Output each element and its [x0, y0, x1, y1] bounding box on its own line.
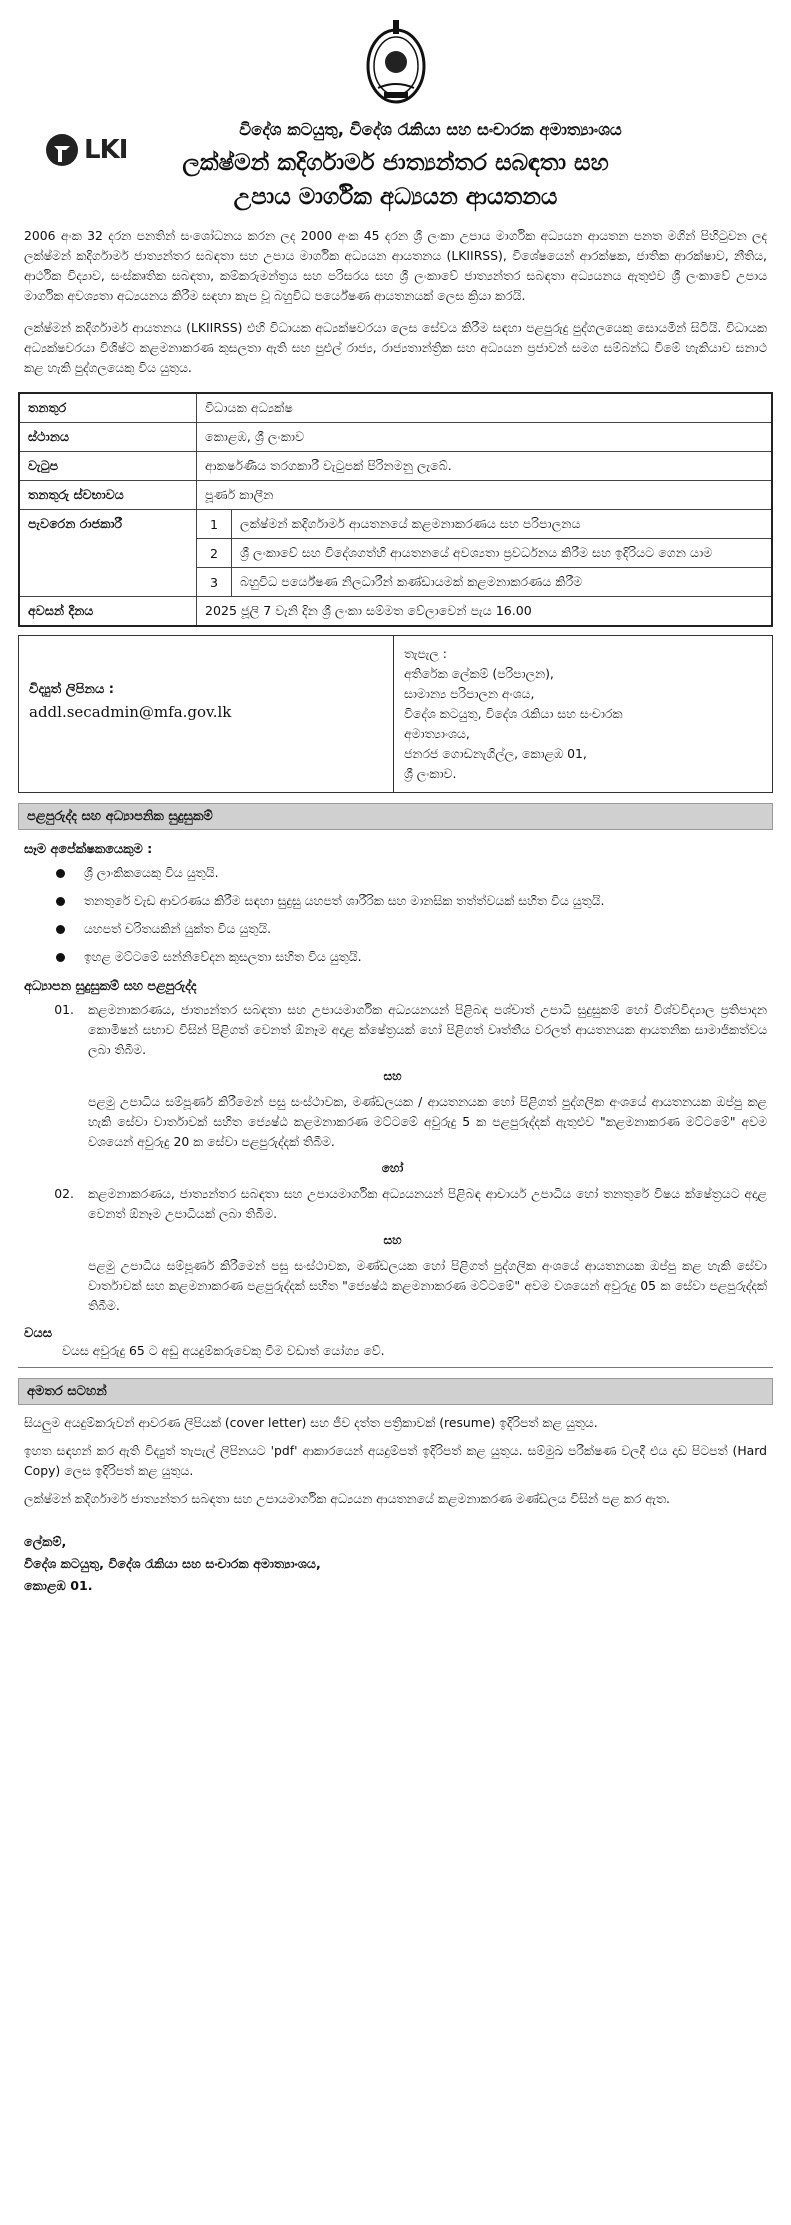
address-line: විදේශ කටයුතු, විදේශ රැකියා සහ සංචාරක: [404, 706, 623, 721]
address-line: අමාත්‍යාංශය,: [404, 726, 470, 741]
address-line: ජනරජ ගොඩනැගිල්ල, කොළඹ 01,: [404, 746, 587, 761]
option-2-experience: පළමු උපාධිය සම්පූර්ණ කිරීමෙන් පසු සංස්ථාවක, මණ්ඩලයක හෝ පිළිගත් පුද්ගලික අංශයේ ආයතනයක ඔප්පු කළ හැකි සේවා වාර්තාවක් සහ කළමනාකරණ පළපුරුද්දක් සහිත "ජ්‍යෙෂ්ඨ කළමනාකරණ මට්ටමේ" අවම වශයෙන් අවුරුදු 05 ක සේවා පළපුරුද්දක් තිබීම.: [88, 1258, 767, 1313]
option-2: [18, 1184, 767, 1224]
table-row: [19, 597, 772, 627]
address-line: ශ්‍රී ලංකාව.: [404, 766, 457, 781]
advertisement-page: [18, 0, 773, 1597]
postal-address: [394, 636, 772, 792]
location-value: කොළඹ, ශ්‍රී ලංකාව: [197, 423, 773, 452]
nature-value: පූර්ණ කාලීන: [197, 481, 773, 510]
duty-text: ලක්ෂ්මන් කදිර්ගාමර් ආයතනයේ කළමනාකරණය සහ පරිපාලනය: [232, 510, 773, 539]
job-info-table: [18, 392, 773, 627]
age-text: වයස අවුරුදු 65 ට අඩු අයදුම්කරුවෙකු වීම වඩාත් යෝග්‍ය වේ.: [62, 1343, 385, 1358]
note-paragraph: සියලුම අයදුම්කරුවන් ආවරණ ලිපියක් (cover letter) සහ ජීව දත්ත පත්‍රිකාවක් (resume) ඉදිරිපත් කළ යුතුය.: [24, 1415, 598, 1430]
list-item-text: තනතුරේ වැඩ ආවරණය කිරීම සඳහා සුදුසු යහපත් ශාරීරික සහ මානසික තත්ත්වයක් සහිත විය යුතුයි.: [84, 893, 605, 908]
signature-line: විදේශ කටයුතු, විදේශ රැකියා සහ සංචාරක අමාත්‍යාංශය,: [24, 1556, 321, 1571]
duty-text: ශ්‍රී ලංකාවේ සහ විදේශගත්හි ආයතනයේ අවශ්‍යතා ප්‍රවර්ධනය කිරීම සහ ඉදිරියට ගෙන යාම: [232, 539, 773, 568]
bullet-icon: [56, 953, 65, 962]
and-word: සහ: [383, 1069, 402, 1083]
signature-line: කොළඹ 01.: [24, 1578, 93, 1593]
duty-number: 1: [197, 510, 232, 539]
or-word: හෝ: [381, 1161, 404, 1175]
list-item: [56, 891, 773, 911]
address-line: සාමාන්‍ය පරිපාලන අංශය,: [404, 686, 535, 701]
email-section: [19, 636, 394, 792]
duty-number: 2: [197, 539, 232, 568]
general-requirements-list: [18, 863, 773, 967]
bullet-icon: [56, 897, 65, 906]
header: [18, 120, 773, 214]
bullet-icon: [56, 869, 65, 878]
table-row: [19, 452, 772, 481]
list-item: [56, 919, 773, 939]
and-word: සහ: [383, 1233, 402, 1247]
option-1-experience: පළමු උපාධිය සම්පූර්ණ කිරීමෙන් පසු සංස්ථාවක, මණ්ඩලයක / ආයතනයක හෝ පිළිගත් පුද්ගලික අංශයේ ආයතනයක ඔප්පු කළ හැකි සේවා වාර්තාවක් සහිත ජ්‍යෙෂ්ඨ කළමනාකරණ මට්ටමේ අවුරුදු 5 ක පළපුරුද්දක් ඇතුළුව "කළමනාකරණ මට්ටමේ" අවම වශයෙන් අවුරුදු 20 ක සේවා පළපුරුද්දක් තිබීම.: [88, 1094, 767, 1149]
qualifications: [18, 1000, 767, 1316]
sri-lanka-emblem-icon: [364, 18, 428, 110]
table-row: [19, 423, 772, 452]
deadline-label: අවසන් දිනය: [19, 597, 197, 627]
post-label: තනතුර: [19, 393, 197, 423]
table-row: [19, 481, 772, 510]
institute-title-line1: ලක්ෂ්මන් කදිර්ගාමර් ජාත්‍යන්තර සබඳතා සහ: [182, 150, 609, 176]
option-number: 02.: [54, 1186, 74, 1201]
note-paragraph: ඉහත සඳහන් කර ඇති විද්‍යුත් තැපැල් ලිපිනයට 'pdf' ආකාරයෙන් අයදුම්පත් ඉදිරිපත් කළ යුතුය. සම්මුඛ පරීක්ෂණ වලදී එය දෘඩ පිටපත් (Hard Copy) ලෙස ඉදිරිපත් කළ යුතුය.: [24, 1443, 767, 1478]
duty-number: 3: [197, 568, 232, 597]
salary-value: ආකර්ෂණීය තරගකාරී වැටුපක් පිරිනමනු ලැබේ.: [197, 452, 773, 481]
email-label: විද්‍යුත් ලිපිනය :: [29, 682, 115, 697]
table-row: [19, 393, 772, 423]
divider: [18, 1367, 773, 1368]
location-label: ස්ථානය: [19, 423, 197, 452]
list-item: [56, 863, 773, 883]
intro-paragraph-1: 2006 අංක 32 දරන පනතින් සංශෝධනය කරන ලද 2000 අංක 45 දරන ශ්‍රී ලංකා උපාය මාර්ගික අධ්‍යයන ආයතන පනත මගින් පිහිටුවන ලද ලක්ෂ්මන් කදිර්ගාමර් ජාත්‍යන්තර සබඳතා සහ උපාය මාර්ගික අධ්‍යයන ආයතනය (LKIIRSS), විශේෂයෙන් ආරක්ෂක, ජාතික ආරක්ෂාව, නීතිය, ආර්ථික විද්‍යාව, සංස්කෘතික සබඳතා, කම්කරුමන්ත්‍රය සහ පරිසරය සහ ශ්‍රී ලංකාවේ ජාත්‍යන්තර සබඳතා අධ්‍යයනය ඇතුළුව ශ්‍රී ලංකාවේ උපාය මාර්ගික අවශ්‍යතා අධ්‍යයනය කිරීම සඳහා කැප වූ බහුවිධ පර්යේෂණ ආයතනයක් ලෙස ක්‍රියා කරයි.: [24, 228, 767, 303]
notes: [18, 1413, 773, 1509]
duty-text: බහුවිධ පර්යේෂණ නිලධාරීන් කණ්ඩායමක් කළමනාකරණය කිරීම: [232, 568, 773, 597]
option-1: [18, 1000, 767, 1060]
list-item: [56, 947, 773, 967]
education-title: අධ්‍යාපන සුදුසුකම් සහ පළපුරුද්ද: [24, 979, 197, 994]
post-value: විධායක අධ්‍යක්ෂ: [197, 393, 773, 423]
option-text: කළමනාකරණය, ජාත්‍යන්තර සබඳතා සහ උපායමාර්ගික අධ්‍යයනයන් පිළිබඳ පශ්චාත් උපාධි සුදුසුකම් හෝ විශ්වවිද්‍යාල ප්‍රතිපාදන කොමිෂන් සභාව විසින් පිළිගත් වෙනත් ඕනෑම අදාළ ක්ෂේත්‍රයක් හෝ පිළිගත් වෘත්තීය වරලත් ආයතනයක ආයතනික සාමාජිකත්වය ලබා තිබීම.: [88, 1002, 767, 1057]
signature-block: [24, 1531, 773, 1597]
notes-section-title: අමතර සටහන්: [18, 1378, 773, 1405]
option-number: 01.: [54, 1002, 74, 1017]
signature-line: ලේකම්,: [24, 1534, 67, 1549]
logo-text: LKI: [84, 135, 128, 165]
lki-logo-icon: [44, 132, 80, 168]
list-item-text: යහපත් චරිතයකින් යුක්ත විය යුතුයි.: [84, 921, 272, 936]
institute-title-line2: උපාය මාර්ගික අධ්‍යයන ආයතනය: [233, 184, 558, 210]
requirements-section-title: පළපුරුද්ද සහ අධ්‍යාපනික සුදුසුකම්: [18, 803, 773, 830]
list-item-text: ශ්‍රී ලාංකිකයෙකු විය යුතුයි.: [84, 865, 219, 880]
option-text: කළමනාකරණය, ජාත්‍යන්තර සබඳතා සහ උපායමාර්ගික අධ්‍යයනයන් පිළිබඳ ආචාර්ය උපාධිය හෝ තනතුරේ විෂය ක්ෂේත්‍රයට අදාළ වෙනත් ඕනෑම උපාධියක් ලබා තිබීම.: [88, 1186, 767, 1221]
table-row: [19, 510, 772, 539]
lki-logo: [44, 132, 127, 168]
address-line: තැපැල :: [404, 646, 447, 661]
general-requirements-title: සෑම අපේක්ෂකයෙකුම :: [24, 842, 153, 857]
email-link[interactable]: addl.secadmin@mfa.gov.lk: [29, 703, 232, 721]
ministry-title: විදේශ කටයුතු, විදේශ රැකියා සහ සංචාරක අමාත්‍යාංශය: [239, 120, 622, 139]
age-title: වයස: [24, 1326, 53, 1341]
deadline-value: 2025 ජූලි 7 වැනි දින ශ්‍රී ලංකා සම්මත වේලාවෙන් පැය 16.00: [197, 597, 773, 627]
bullet-icon: [56, 925, 65, 934]
salary-label: වැටුප: [19, 452, 197, 481]
contact-box: [18, 635, 773, 793]
address-line: අතිරේක ලේකම් (පරිපාලන),: [404, 666, 554, 681]
intro-paragraph-2: ලක්ෂ්මන් කදිර්ගාමර් ආයතනය (LKIIRSS) එහි විධායක අධ්‍යක්ෂවරයා ලෙස සේවය කිරීම සඳහා පළපුරුදු පුද්ගලයෙකු සොයමින් සිටියි. විධායක අධ්‍යක්ෂවරයා විශිෂ්ට කළමනාකරණ කුසලතා ඇති සහ පුළුල් රාජ්‍ය, රාජ්‍යතාන්ත්‍රික සහ අධ්‍යයන ප්‍රජාවන් සමග සම්බන්ධ වීමේ හැකියාව සනාථ කළ හැකි පුද්ගලයෙකු විය යුතුය.: [24, 320, 767, 375]
duties-label: පැවරෙන රාජකාරී: [19, 510, 197, 597]
nature-label: තනතුරු ස්වභාවය: [19, 481, 197, 510]
note-paragraph: ලක්ෂ්මන් කදිර්ගාමර් ජාත්‍යන්තර සබඳතා සහ උපායමාර්ගික අධ්‍යයන ආයතනයේ කළමනාකරණ මණ්ඩලය විසින් පළ කර ඇත.: [24, 1491, 670, 1506]
list-item-text: ඉහළ මට්ටමේ සන්නිවේදන කුසලතා සහිත විය යුතුයි.: [84, 949, 362, 964]
